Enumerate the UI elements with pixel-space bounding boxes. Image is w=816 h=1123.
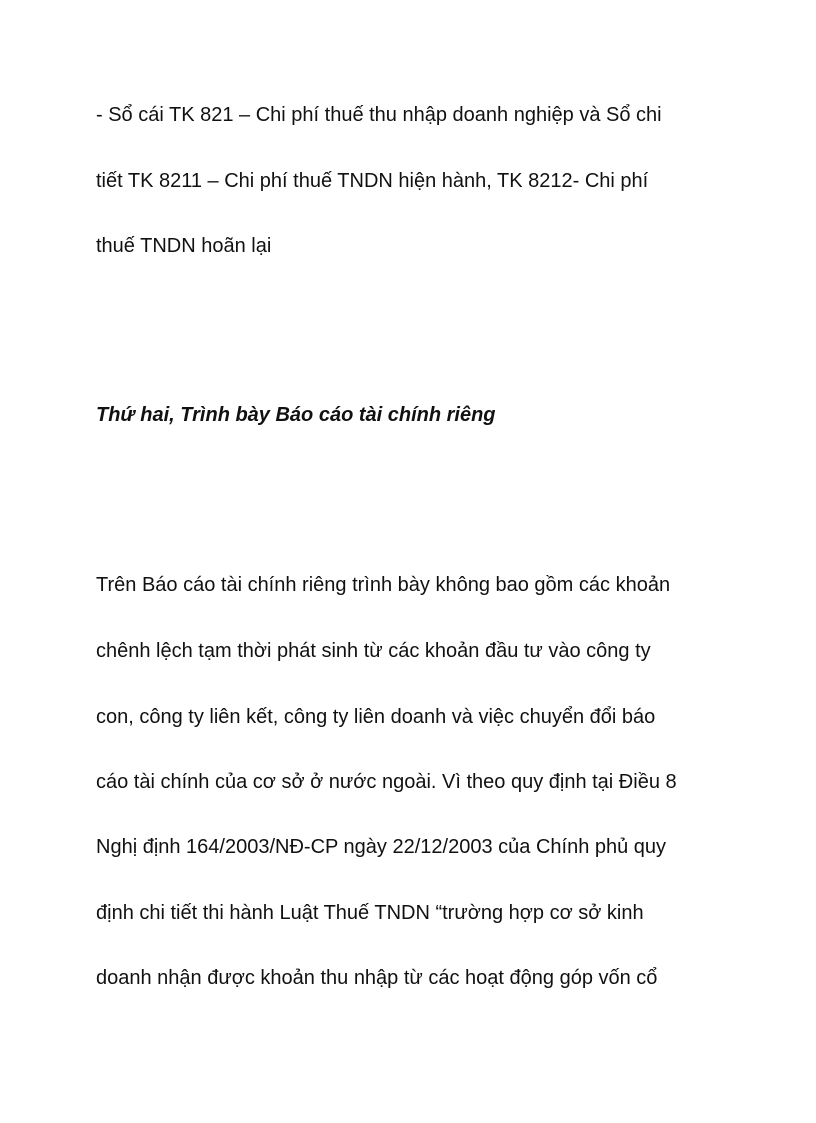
paragraph-1-line-2: tiết TK 8211 – Chi phí thuế TNDN hiện hành, TK 8212- Chi phí xyxy=(96,170,649,192)
paragraph-2-line-7: doanh nhận được khoản thu nhập từ các hoạt động góp vốn cổ xyxy=(96,967,658,989)
paragraph-2-line-4: cáo tài chính của cơ sở ở nước ngoài. Vì theo quy định tại Điều 8 xyxy=(96,771,677,793)
paragraph-1-line-3: thuế TNDN hoãn lại xyxy=(96,235,272,257)
section-heading: Thứ hai, Trình bày Báo cáo tài chính riêng xyxy=(96,404,496,426)
paragraph-2-line-3: con, công ty liên kết, công ty liên doanh và việc chuyển đổi báo xyxy=(96,706,656,728)
paragraph-1-line-1: - Sổ cái TK 821 – Chi phí thuế thu nhập doanh nghiệp và Sổ chi xyxy=(96,104,662,126)
paragraph-2-line-2: chênh lệch tạm thời phát sinh từ các khoản đầu tư vào công ty xyxy=(96,640,651,662)
paragraph-2-line-6: định chi tiết thi hành Luật Thuế TNDN “trường hợp cơ sở kinh xyxy=(96,902,644,924)
paragraph-2-line-5: Nghị định 164/2003/NĐ-CP ngày 22/12/2003 của Chính phủ quy xyxy=(96,836,667,858)
paragraph-2-line-1: Trên Báo cáo tài chính riêng trình bày không bao gồm các khoản xyxy=(96,574,671,596)
